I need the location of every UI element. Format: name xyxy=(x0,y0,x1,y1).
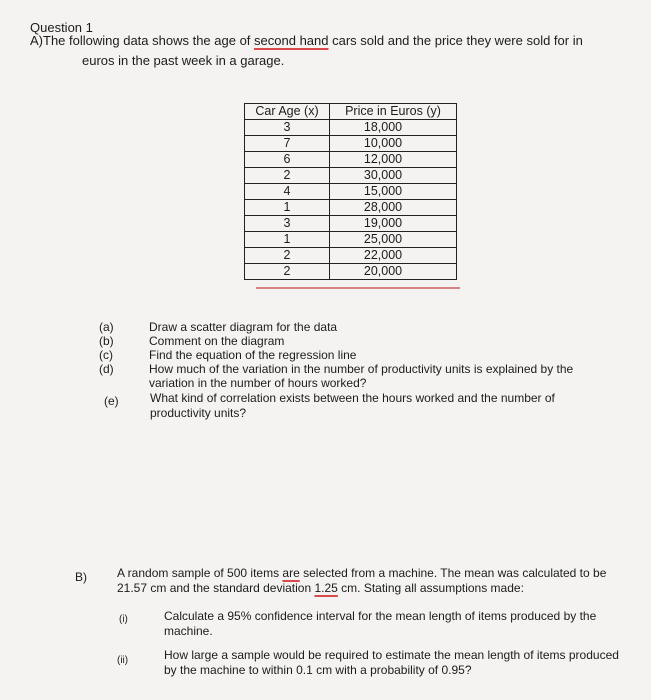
cell-age: 7 xyxy=(245,136,330,152)
question-title: Question 1 xyxy=(30,20,93,35)
part-b-line1-pre: A random sample of 500 items xyxy=(117,566,283,580)
part-b-line1-post: selected from a machine. The mean was calculated to be xyxy=(299,566,607,580)
cell-price: 30,000 xyxy=(330,168,457,184)
intro-text-end: cars sold and the price they were sold for in xyxy=(328,33,583,48)
cell-age: 1 xyxy=(245,200,330,216)
part-b-text xyxy=(117,566,606,596)
table-row xyxy=(245,200,457,216)
sub-item-ii-line2: by the machine to within 0.1 cm with a probability of 0.95? xyxy=(164,663,472,677)
intro-underlined-text: second hand xyxy=(254,33,329,48)
item-a-text: Draw a scatter diagram for the data xyxy=(149,320,338,334)
item-label-e: (e) xyxy=(104,394,119,408)
part-a-intro-line2: euros in the past week in a garage. xyxy=(82,53,285,68)
part-b-line1-underlined: are xyxy=(282,566,300,580)
cell-age: 2 xyxy=(245,168,330,184)
item-d-text-line2: variation in the number of hours worked? xyxy=(149,376,367,390)
sub-item-i-line2: machine. xyxy=(164,624,213,638)
table-row xyxy=(245,136,457,152)
item-e-text-line1: What kind of correlation exists between the hours worked and the number of xyxy=(150,391,555,405)
item-c-text: Find the equation of the regression line xyxy=(149,348,357,362)
cell-age: 6 xyxy=(245,152,330,168)
part-b-line2-underlined: 1.25 xyxy=(314,581,338,595)
item-d-text-line1: How much of the variation in the number of productivity units is explained by the xyxy=(149,362,574,376)
part-b-line2-pre: 21.57 cm and the standard deviation xyxy=(117,581,315,595)
sub-item-label-i: (i) xyxy=(119,614,128,625)
cell-price: 18,000 xyxy=(330,120,457,136)
part-a-intro-line1 xyxy=(30,33,583,48)
part-b-line2-post: cm. Stating all assumptions made: xyxy=(337,581,524,595)
cell-price: 15,000 xyxy=(330,184,457,200)
table-row xyxy=(245,184,457,200)
cell-price: 12,000 xyxy=(330,152,457,168)
item-label-b: (b) xyxy=(99,334,114,348)
item-label-a: (a) xyxy=(99,320,114,334)
header-price: Price in Euros (y) xyxy=(330,104,457,120)
cell-price: 19,000 xyxy=(330,216,457,232)
intro-text: A)The following data shows the age of xyxy=(30,33,255,48)
sub-item-ii-line1: How large a sample would be required to estimate the mean length of items produced xyxy=(164,648,619,662)
table-row xyxy=(245,264,457,280)
cell-age: 1 xyxy=(245,232,330,248)
table-row xyxy=(245,232,457,248)
table-underline-mark xyxy=(256,287,460,289)
part-b-line2 xyxy=(117,581,606,596)
table-row xyxy=(245,248,457,264)
item-label-d: (d) xyxy=(99,362,114,376)
cell-age: 3 xyxy=(245,120,330,136)
cell-age: 4 xyxy=(245,184,330,200)
header-car-age: Car Age (x) xyxy=(245,104,330,120)
table-row xyxy=(245,120,457,136)
cell-age: 3 xyxy=(245,216,330,232)
cell-price: 10,000 xyxy=(330,136,457,152)
table-header-row xyxy=(245,104,457,120)
cell-price: 22,000 xyxy=(330,248,457,264)
table-row xyxy=(245,216,457,232)
item-e-text-line2: productivity units? xyxy=(150,406,247,420)
cell-age: 2 xyxy=(245,264,330,280)
cell-price: 28,000 xyxy=(330,200,457,216)
cell-age: 2 xyxy=(245,248,330,264)
cell-price: 20,000 xyxy=(330,264,457,280)
item-label-c: (c) xyxy=(99,348,113,362)
item-b-text: Comment on the diagram xyxy=(149,334,285,348)
sub-item-i-line1: Calculate a 95% confidence interval for the mean length of items produced by the xyxy=(164,609,597,623)
sub-item-label-ii: (ii) xyxy=(117,655,129,666)
table-row xyxy=(245,168,457,184)
table-row xyxy=(245,152,457,168)
car-price-table xyxy=(244,103,457,280)
part-b-label: B) xyxy=(75,570,87,584)
part-b-line1 xyxy=(117,566,606,581)
cell-price: 25,000 xyxy=(330,232,457,248)
